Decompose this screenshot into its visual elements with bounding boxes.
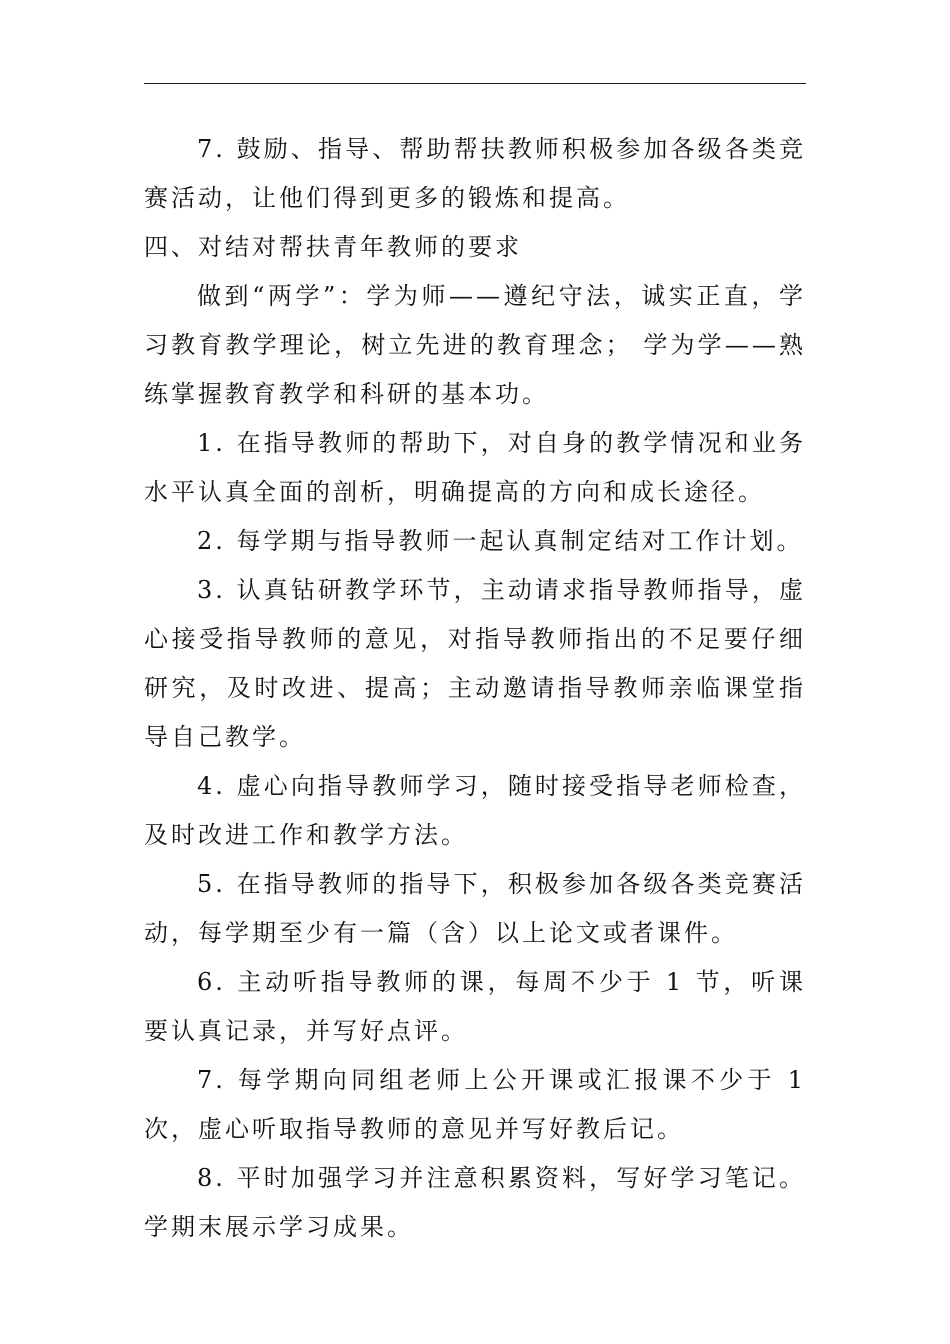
item-7-encourage-teachers: 7. 鼓励、指导、帮助帮扶教师积极参加各级各类竞赛活动，让他们得到更多的锻炼和提高。 [144, 135, 806, 212]
requirement-2: 2. 每学期与指导教师一起认真制定结对工作计划。 [197, 527, 804, 555]
requirement-4: 4. 虚心向指导教师学习，随时接受指导老师检查，及时改进工作和教学方法。 [144, 772, 806, 849]
requirement-1: 1. 在指导教师的帮助下，对自身的教学情况和业务水平认真全面的剖析，明确提高的方向和成长途径。 [144, 429, 806, 506]
requirement-8: 8. 平时加强学习并注意积累资料，写好学习笔记。学期末展示学习成果。 [144, 1164, 806, 1241]
requirement-3: 3. 认真钻研教学环节，主动请求指导教师指导，虚心接受指导教师的意见，对指导教师指出的不足要仔细研究，及时改进、提高；主动邀请指导教师亲临课堂指导自己教学。 [144, 576, 806, 751]
section-4-heading: 四、对结对帮扶青年教师的要求 [144, 233, 522, 261]
requirement-5: 5. 在指导教师的指导下，积极参加各级各类竞赛活动，每学期至少有一篇（含）以上论文或者课件。 [144, 870, 806, 947]
two-learn-paragraph: 做到“两学”：学为师——遵纪守法，诚实正直，学习教育教学理论，树立先进的教育理念； 学为学——熟练掌握教育教学和科研的基本功。 [144, 282, 806, 408]
document-body [144, 125, 806, 1252]
requirement-7: 7. 每学期向同组老师上公开课或汇报课不少于 1 次，虚心听取指导教师的意见并写好教后记。 [144, 1066, 806, 1143]
requirement-6: 6. 主动听指导教师的课，每周不少于 1 节，听课要认真记录，并写好点评。 [144, 968, 806, 1045]
header-rule [144, 83, 806, 84]
